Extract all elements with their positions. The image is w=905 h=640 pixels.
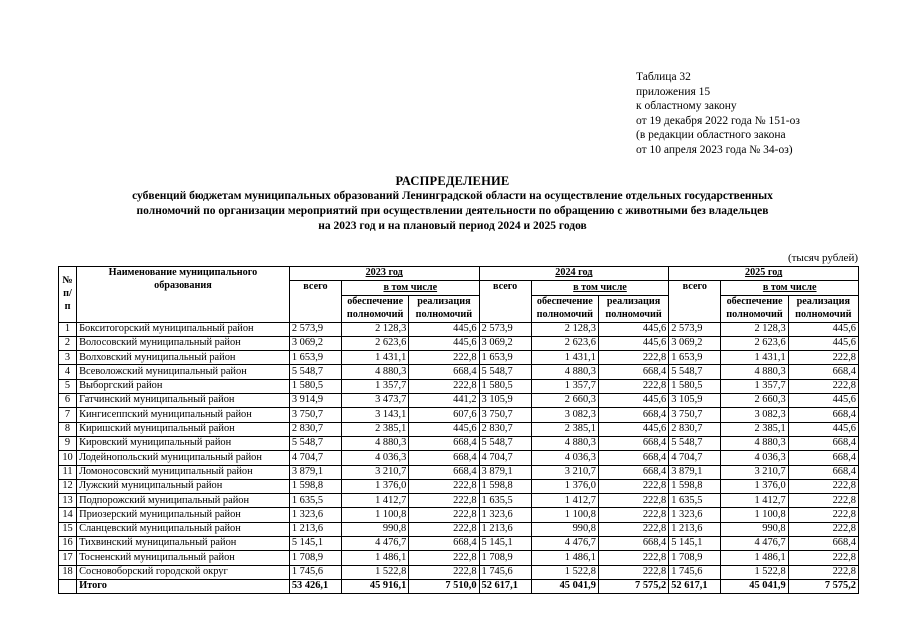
value-cell: 3 082,3 xyxy=(721,408,788,422)
value-cell: 1 486,1 xyxy=(721,551,788,565)
value-cell: 4 036,3 xyxy=(531,451,598,465)
value-cell: 222,8 xyxy=(598,494,668,508)
table-row xyxy=(59,351,859,365)
header-sub-realization: реализация полномочий xyxy=(409,295,479,322)
municipality-name: Гатчинский муниципальный район xyxy=(77,394,290,408)
document-title xyxy=(40,173,865,235)
value-cell: 668,4 xyxy=(409,436,479,450)
row-number xyxy=(59,579,77,593)
value-cell: 1 635,5 xyxy=(289,494,341,508)
value-cell: 5 548,7 xyxy=(289,365,341,379)
annex-line: от 10 апреля 2023 года № 34-оз) xyxy=(636,143,793,156)
annex-line: приложения 15 xyxy=(636,85,711,98)
value-cell: 2 573,9 xyxy=(479,322,531,336)
value-cell: 3 473,7 xyxy=(342,394,409,408)
value-cell: 1 486,1 xyxy=(531,551,598,565)
municipality-name: Всеволожский муниципальный район xyxy=(77,365,290,379)
value-cell: 3 879,1 xyxy=(479,465,531,479)
value-cell: 445,6 xyxy=(598,394,668,408)
value-cell: 2 660,3 xyxy=(721,394,788,408)
row-number: 15 xyxy=(59,522,77,536)
value-cell: 5 548,7 xyxy=(669,365,721,379)
annex-line: от 19 декабря 2022 года № 151-оз xyxy=(636,114,800,127)
value-cell: 222,8 xyxy=(788,479,858,493)
value-cell: 1 412,7 xyxy=(721,494,788,508)
row-number: 16 xyxy=(59,537,77,551)
value-cell: 4 880,3 xyxy=(342,436,409,450)
value-cell: 3 750,7 xyxy=(669,408,721,422)
municipality-name: Кировский муниципальный район xyxy=(77,436,290,450)
municipality-name: Выборгский район xyxy=(77,379,290,393)
value-cell: 1 745,6 xyxy=(289,565,341,579)
title-main: РАСПРЕДЕЛЕНИЕ xyxy=(395,174,510,188)
value-cell: 1 412,7 xyxy=(342,494,409,508)
value-cell: 1 598,8 xyxy=(479,479,531,493)
value-cell: 668,4 xyxy=(598,465,668,479)
header-incl: в том числе xyxy=(721,281,859,295)
value-cell: 1 653,9 xyxy=(669,351,721,365)
title-sub-line: на 2023 год и на плановый период 2024 и 2025 годов xyxy=(318,220,587,233)
value-cell: 4 880,3 xyxy=(531,436,598,450)
value-cell: 4 880,3 xyxy=(721,436,788,450)
value-cell: 668,4 xyxy=(788,365,858,379)
value-cell: 668,4 xyxy=(788,436,858,450)
title-sub-line: субвенций бюджетам муниципальных образований Ленинградской области на осуществление отдельных государственных xyxy=(132,190,773,202)
row-number: 11 xyxy=(59,465,77,479)
value-cell: 1 522,8 xyxy=(342,565,409,579)
value-cell: 3 750,7 xyxy=(479,408,531,422)
value-cell: 1 745,6 xyxy=(479,565,531,579)
value-cell: 2 623,6 xyxy=(531,336,598,350)
value-cell: 4 880,3 xyxy=(531,365,598,379)
value-cell: 668,4 xyxy=(788,451,858,465)
row-number: 6 xyxy=(59,394,77,408)
value-cell: 45 041,9 xyxy=(531,579,598,593)
value-cell: 222,8 xyxy=(788,351,858,365)
value-cell: 1 213,6 xyxy=(479,522,531,536)
value-cell: 3 069,2 xyxy=(479,336,531,350)
value-cell: 222,8 xyxy=(598,508,668,522)
value-cell: 1 653,9 xyxy=(289,351,341,365)
municipality-name: Волосовский муниципальный район xyxy=(77,336,290,350)
value-cell: 222,8 xyxy=(409,508,479,522)
value-cell: 5 145,1 xyxy=(479,537,531,551)
table-row xyxy=(59,451,859,465)
value-cell: 222,8 xyxy=(409,479,479,493)
value-cell: 3 879,1 xyxy=(289,465,341,479)
value-cell: 445,6 xyxy=(598,422,668,436)
municipality-name: Итого xyxy=(77,579,290,593)
value-cell: 2 128,3 xyxy=(721,322,788,336)
value-cell: 45 041,9 xyxy=(721,579,788,593)
table-body xyxy=(59,322,859,594)
value-cell: 222,8 xyxy=(409,351,479,365)
value-cell: 668,4 xyxy=(409,451,479,465)
annex-line: (в редакции областного закона xyxy=(636,129,786,142)
value-cell: 445,6 xyxy=(788,336,858,350)
header-sub-realization: реализация полномочий xyxy=(598,295,668,322)
table-row xyxy=(59,379,859,393)
row-number: 18 xyxy=(59,565,77,579)
municipality-name: Подпорожский муниципальный район xyxy=(77,494,290,508)
value-cell: 2 623,6 xyxy=(721,336,788,350)
value-cell: 668,4 xyxy=(788,465,858,479)
value-cell: 1 708,9 xyxy=(479,551,531,565)
value-cell: 3 879,1 xyxy=(669,465,721,479)
value-cell: 1 598,8 xyxy=(289,479,341,493)
value-cell: 668,4 xyxy=(598,451,668,465)
value-cell: 1 357,7 xyxy=(721,379,788,393)
value-cell: 2 830,7 xyxy=(479,422,531,436)
value-cell: 222,8 xyxy=(788,565,858,579)
header-total: всего xyxy=(289,281,341,322)
value-cell: 2 830,7 xyxy=(669,422,721,436)
value-cell: 3 210,7 xyxy=(342,465,409,479)
value-cell: 2 385,1 xyxy=(531,422,598,436)
value-cell: 1 431,1 xyxy=(531,351,598,365)
value-cell: 3 750,7 xyxy=(289,408,341,422)
value-cell: 1 598,8 xyxy=(669,479,721,493)
value-cell: 222,8 xyxy=(598,379,668,393)
municipality-name: Лужский муниципальный район xyxy=(77,479,290,493)
value-cell: 2 573,9 xyxy=(669,322,721,336)
header-year-2023: 2023 год xyxy=(289,267,479,281)
header-sub-support: обеспечение полномочий xyxy=(342,295,409,322)
header-total: всего xyxy=(479,281,531,322)
value-cell: 668,4 xyxy=(598,408,668,422)
value-cell: 7 510,0 xyxy=(409,579,479,593)
total-row xyxy=(59,579,859,593)
municipality-name: Тосненский муниципальный район xyxy=(77,551,290,565)
value-cell: 1 100,8 xyxy=(531,508,598,522)
value-cell: 222,8 xyxy=(788,522,858,536)
value-cell: 3 914,9 xyxy=(289,394,341,408)
header-year-2025: 2025 год xyxy=(669,267,859,281)
value-cell: 1 357,7 xyxy=(531,379,598,393)
value-cell: 990,8 xyxy=(721,522,788,536)
table-row xyxy=(59,422,859,436)
municipality-name: Бокситогорский муниципальный район xyxy=(77,322,290,336)
value-cell: 1 708,9 xyxy=(669,551,721,565)
distribution-table xyxy=(58,266,859,594)
value-cell: 668,4 xyxy=(598,365,668,379)
table-row xyxy=(59,322,859,336)
value-cell: 5 548,7 xyxy=(669,436,721,450)
table-row xyxy=(59,436,859,450)
value-cell: 441,2 xyxy=(409,394,479,408)
value-cell: 1 635,5 xyxy=(479,494,531,508)
value-cell: 668,4 xyxy=(788,408,858,422)
value-cell: 2 385,1 xyxy=(342,422,409,436)
title-sub-line: полномочий по организации мероприятий при осуществлении деятельности по обращению с животными без владельцев xyxy=(136,205,769,218)
value-cell: 222,8 xyxy=(788,494,858,508)
value-cell: 5 145,1 xyxy=(289,537,341,551)
value-cell: 4 476,7 xyxy=(721,537,788,551)
value-cell: 1 708,9 xyxy=(289,551,341,565)
value-cell: 445,6 xyxy=(409,422,479,436)
table-row xyxy=(59,508,859,522)
value-cell: 222,8 xyxy=(598,351,668,365)
value-cell: 445,6 xyxy=(409,322,479,336)
header-sub-support: обеспечение полномочий xyxy=(721,295,788,322)
row-number: 2 xyxy=(59,336,77,350)
value-cell: 3 082,3 xyxy=(531,408,598,422)
row-number: 12 xyxy=(59,479,77,493)
value-cell: 3 105,9 xyxy=(669,394,721,408)
value-cell: 1 431,1 xyxy=(342,351,409,365)
value-cell: 222,8 xyxy=(598,551,668,565)
value-cell: 1 323,6 xyxy=(479,508,531,522)
value-cell: 1 745,6 xyxy=(669,565,721,579)
value-cell: 668,4 xyxy=(598,537,668,551)
value-cell: 222,8 xyxy=(409,551,479,565)
value-cell: 2 830,7 xyxy=(289,422,341,436)
row-number: 4 xyxy=(59,365,77,379)
municipality-name: Сланцевский муниципальный район xyxy=(77,522,290,536)
value-cell: 1 522,8 xyxy=(721,565,788,579)
value-cell: 222,8 xyxy=(598,479,668,493)
value-cell: 1 580,5 xyxy=(479,379,531,393)
row-number: 1 xyxy=(59,322,77,336)
value-cell: 222,8 xyxy=(409,379,479,393)
value-cell: 990,8 xyxy=(342,522,409,536)
municipality-name: Кингисеппский муниципальный район xyxy=(77,408,290,422)
table-row xyxy=(59,551,859,565)
value-cell: 3 210,7 xyxy=(531,465,598,479)
value-cell: 4 880,3 xyxy=(721,365,788,379)
value-cell: 1 653,9 xyxy=(479,351,531,365)
value-cell: 1 100,8 xyxy=(721,508,788,522)
table-row xyxy=(59,479,859,493)
value-cell: 52 617,1 xyxy=(669,579,721,593)
value-cell: 5 145,1 xyxy=(669,537,721,551)
header-total: всего xyxy=(669,281,721,322)
header-sub-support: обеспечение полномочий xyxy=(531,295,598,322)
value-cell: 2 623,6 xyxy=(342,336,409,350)
value-cell: 222,8 xyxy=(598,565,668,579)
value-cell: 3 069,2 xyxy=(669,336,721,350)
value-cell: 4 704,7 xyxy=(289,451,341,465)
value-cell: 222,8 xyxy=(409,522,479,536)
table-row xyxy=(59,565,859,579)
table-row xyxy=(59,336,859,350)
municipality-name: Киришский муниципальный район xyxy=(77,422,290,436)
municipality-name: Волховский муниципальный район xyxy=(77,351,290,365)
unit-note: (тысяч рублей) xyxy=(787,252,858,264)
value-cell: 1 412,7 xyxy=(531,494,598,508)
value-cell: 222,8 xyxy=(598,522,668,536)
table-row xyxy=(59,408,859,422)
value-cell: 1 635,5 xyxy=(669,494,721,508)
value-cell: 990,8 xyxy=(531,522,598,536)
table-row xyxy=(59,537,859,551)
row-number: 10 xyxy=(59,451,77,465)
value-cell: 222,8 xyxy=(788,379,858,393)
header-incl: в том числе xyxy=(342,281,480,295)
value-cell: 222,8 xyxy=(788,508,858,522)
value-cell: 4 476,7 xyxy=(531,537,598,551)
value-cell: 1 323,6 xyxy=(669,508,721,522)
value-cell: 3 210,7 xyxy=(721,465,788,479)
value-cell: 1 213,6 xyxy=(669,522,721,536)
value-cell: 5 548,7 xyxy=(479,365,531,379)
value-cell: 668,4 xyxy=(788,537,858,551)
value-cell: 668,4 xyxy=(409,537,479,551)
table-row xyxy=(59,494,859,508)
value-cell: 445,6 xyxy=(788,394,858,408)
value-cell: 4 036,3 xyxy=(342,451,409,465)
value-cell: 222,8 xyxy=(409,565,479,579)
value-cell: 1 522,8 xyxy=(531,565,598,579)
value-cell: 668,4 xyxy=(409,465,479,479)
value-cell: 668,4 xyxy=(409,365,479,379)
municipality-name: Лодейнопольский муниципальный район xyxy=(77,451,290,465)
municipality-name: Приозерский муниципальный район xyxy=(77,508,290,522)
value-cell: 445,6 xyxy=(598,336,668,350)
value-cell: 2 385,1 xyxy=(721,422,788,436)
value-cell: 5 548,7 xyxy=(289,436,341,450)
value-cell: 1 486,1 xyxy=(342,551,409,565)
annex-reference xyxy=(636,70,800,158)
value-cell: 1 431,1 xyxy=(721,351,788,365)
row-number: 14 xyxy=(59,508,77,522)
value-cell: 607,6 xyxy=(409,408,479,422)
value-cell: 3 069,2 xyxy=(289,336,341,350)
value-cell: 2 128,3 xyxy=(531,322,598,336)
header-num: № п/п xyxy=(59,267,77,323)
value-cell: 1 376,0 xyxy=(342,479,409,493)
value-cell: 1 100,8 xyxy=(342,508,409,522)
header-incl: в том числе xyxy=(531,281,669,295)
value-cell: 4 880,3 xyxy=(342,365,409,379)
annex-line: к областному закону xyxy=(636,100,737,113)
value-cell: 5 548,7 xyxy=(479,436,531,450)
municipality-name: Сосновоборский городской округ xyxy=(77,565,290,579)
value-cell: 7 575,2 xyxy=(788,579,858,593)
value-cell: 445,6 xyxy=(598,322,668,336)
header-name: Наименование муниципального образования xyxy=(77,267,290,323)
header-sub-realization: реализация полномочий xyxy=(788,295,858,322)
table-row xyxy=(59,522,859,536)
header-year-2024: 2024 год xyxy=(479,267,669,281)
row-number: 9 xyxy=(59,436,77,450)
table-row xyxy=(59,365,859,379)
value-cell: 2 128,3 xyxy=(342,322,409,336)
value-cell: 1 213,6 xyxy=(289,522,341,536)
value-cell: 45 916,1 xyxy=(342,579,409,593)
value-cell: 445,6 xyxy=(788,422,858,436)
row-number: 7 xyxy=(59,408,77,422)
table-row xyxy=(59,465,859,479)
value-cell: 7 575,2 xyxy=(598,579,668,593)
value-cell: 4 704,7 xyxy=(669,451,721,465)
value-cell: 3 143,1 xyxy=(342,408,409,422)
value-cell: 4 704,7 xyxy=(479,451,531,465)
value-cell: 4 036,3 xyxy=(721,451,788,465)
value-cell: 222,8 xyxy=(409,494,479,508)
value-cell: 1 376,0 xyxy=(721,479,788,493)
row-number: 8 xyxy=(59,422,77,436)
value-cell: 1 376,0 xyxy=(531,479,598,493)
value-cell: 668,4 xyxy=(598,436,668,450)
row-number: 13 xyxy=(59,494,77,508)
value-cell: 1 357,7 xyxy=(342,379,409,393)
municipality-name: Ломоносовский муниципальный район xyxy=(77,465,290,479)
value-cell: 222,8 xyxy=(788,551,858,565)
value-cell: 1 323,6 xyxy=(289,508,341,522)
value-cell: 445,6 xyxy=(788,322,858,336)
value-cell: 53 426,1 xyxy=(289,579,341,593)
value-cell: 3 105,9 xyxy=(479,394,531,408)
value-cell: 2 660,3 xyxy=(531,394,598,408)
table-row xyxy=(59,394,859,408)
row-number: 3 xyxy=(59,351,77,365)
value-cell: 1 580,5 xyxy=(669,379,721,393)
value-cell: 445,6 xyxy=(409,336,479,350)
row-number: 5 xyxy=(59,379,77,393)
value-cell: 4 476,7 xyxy=(342,537,409,551)
value-cell: 2 573,9 xyxy=(289,322,341,336)
value-cell: 1 580,5 xyxy=(289,379,341,393)
municipality-name: Тихвинский муниципальный район xyxy=(77,537,290,551)
annex-line: Таблица 32 xyxy=(636,71,691,83)
row-number: 17 xyxy=(59,551,77,565)
value-cell: 52 617,1 xyxy=(479,579,531,593)
